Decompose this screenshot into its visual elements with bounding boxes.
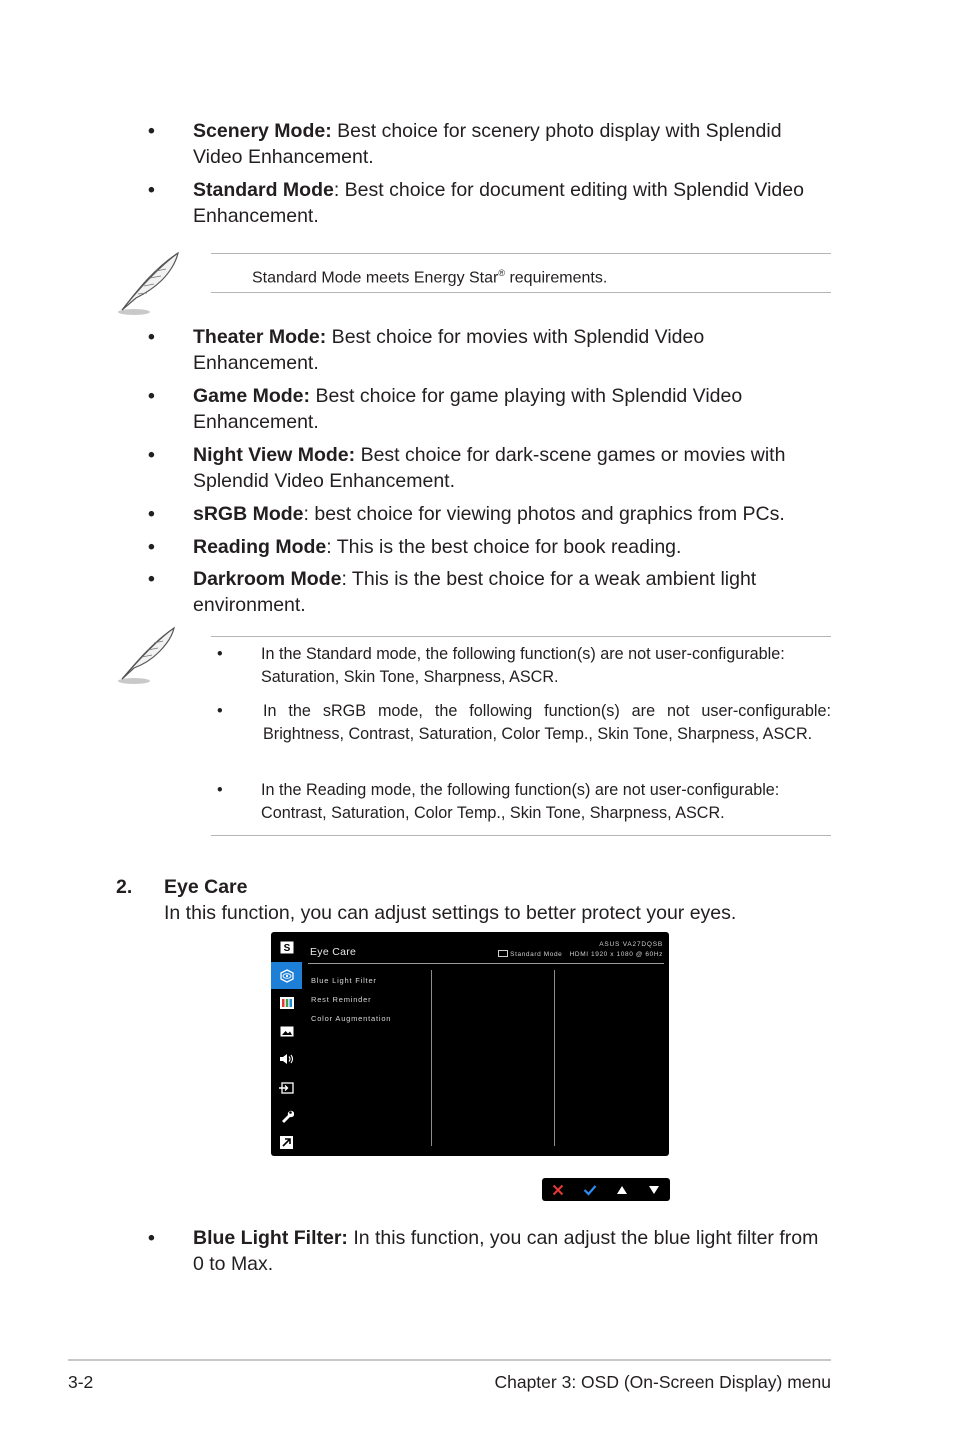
osd-key-bar — [542, 1178, 670, 1201]
check-icon[interactable] — [574, 1178, 606, 1201]
input-select-icon[interactable] — [271, 1074, 302, 1101]
bullet-text: Game Mode: Best choice for game playing with Splendid Video Enhancement. — [193, 385, 743, 433]
bullet-night-view-mode — [148, 442, 828, 494]
osd-divider — [308, 963, 664, 964]
bullet-dot: • — [217, 702, 223, 720]
eye-care-icon[interactable] — [271, 962, 302, 989]
section-description: In this function, you can adjust settings to better protect your eyes. — [164, 902, 737, 924]
bullet-dot: • — [217, 645, 223, 663]
section-title: Eye Care — [164, 876, 248, 898]
bullet-dot: • — [148, 444, 155, 466]
monitor-icon — [498, 950, 508, 957]
bullet-dot: • — [148, 536, 155, 558]
bullet-text: Blue Light Filter: In this function, you can adjust the blue light filter from 0 to Max. — [193, 1227, 819, 1275]
osd-column-divider — [431, 970, 432, 1146]
bullet-dot: • — [217, 781, 223, 799]
bullet-reading-mode — [148, 534, 828, 560]
bullet-dot: • — [148, 326, 155, 348]
bullet-text: Reading Mode: This is the best choice for book reading. — [193, 536, 682, 558]
image-icon[interactable] — [271, 1018, 302, 1045]
osd-column-divider — [554, 970, 555, 1146]
bullet-standard-mode — [148, 177, 828, 229]
sound-icon[interactable] — [271, 1045, 302, 1072]
bullet-scenery-mode — [148, 118, 828, 170]
note-reading-mode: • In the Reading mode, the following function(s) are not user-configurable: Contrast, Saturation, Color Temp., Skin Tone, Sharpness, ASCR. — [217, 781, 780, 822]
bullet-text: Night View Mode: Best choice for dark-scene games or movies with Splendid Video Enhancement. — [193, 444, 786, 492]
osd-model: ASUS VA27DQSB — [599, 941, 663, 948]
osd-sidebar — [271, 932, 302, 1156]
osd-item-rest-reminder[interactable]: Rest Reminder — [311, 995, 372, 1004]
bullet-dot: • — [148, 120, 155, 142]
bullet-dot: • — [148, 568, 155, 590]
bullet-dot: • — [148, 385, 155, 407]
bullet-srgb-mode — [148, 501, 828, 527]
up-icon[interactable] — [606, 1178, 638, 1201]
note2-rule-bottom — [211, 835, 831, 836]
note2-rule-top — [211, 636, 831, 637]
bullet-text: Theater Mode: Best choice for movies with Splendid Video Enhancement. — [193, 326, 705, 374]
system-setup-icon[interactable] — [271, 1102, 302, 1129]
shortcut-icon[interactable] — [271, 1129, 302, 1156]
page-number: 3-2 — [68, 1372, 94, 1392]
bullet-theater-mode — [148, 324, 828, 376]
note-standard-mode: • In the Standard mode, the following function(s) are not user-configurable: Saturation, Skin Tone, Sharpness, ASCR. — [217, 645, 785, 686]
osd-item-blue-light-filter[interactable]: Blue Light Filter — [311, 976, 377, 985]
note-feather-icon — [114, 625, 184, 687]
close-icon[interactable] — [542, 1178, 574, 1201]
svg-text:S: S — [283, 943, 290, 954]
osd-item-color-augmentation[interactable]: Color Augmentation — [311, 1014, 392, 1023]
color-icon[interactable] — [271, 989, 302, 1016]
note-srgb-mode: • In the sRGB mode, the following function(s) are not user-configurable: Brightness, Contrast, Saturation, Color Temp., Skin Tone, Sharpness, ASCR. — [217, 702, 831, 743]
bullet-text: Standard Mode: Best choice for document editing with Splendid Video Enhancement. — [193, 179, 804, 227]
bullet-blue-light-filter — [148, 1225, 828, 1277]
section-number: 2. — [116, 876, 133, 898]
bullet-text: Scenery Mode: Best choice for scenery photo display with Splendid Video Enhancement. — [193, 120, 782, 168]
chapter-title: Chapter 3: OSD (On-Screen Display) menu — [494, 1372, 831, 1392]
note-feather-icon — [114, 250, 184, 318]
bullet-text: sRGB Mode: best choice for viewing photos and graphics from PCs. — [193, 503, 785, 525]
osd-title: Eye Care — [310, 946, 357, 958]
footer-rule — [68, 1359, 831, 1361]
down-icon[interactable] — [638, 1178, 670, 1201]
note-rule-top — [211, 253, 831, 254]
note-rule-bottom — [211, 292, 831, 293]
splendid-icon[interactable] — [271, 934, 302, 961]
bullet-dot: • — [148, 503, 155, 525]
osd-menu — [271, 932, 669, 1156]
bullet-game-mode — [148, 383, 828, 435]
bullet-darkroom-mode — [148, 566, 828, 618]
bullet-text: Darkroom Mode: This is the best choice for a weak ambient light environment. — [193, 568, 757, 616]
bullet-dot: • — [148, 179, 155, 201]
note-energy-star: Standard Mode meets Energy Star® requirements. — [252, 268, 608, 287]
osd-status: Standard Mode HDMI 1920 x 1080 @ 60Hz — [498, 950, 663, 958]
bullet-dot: • — [148, 1227, 155, 1249]
